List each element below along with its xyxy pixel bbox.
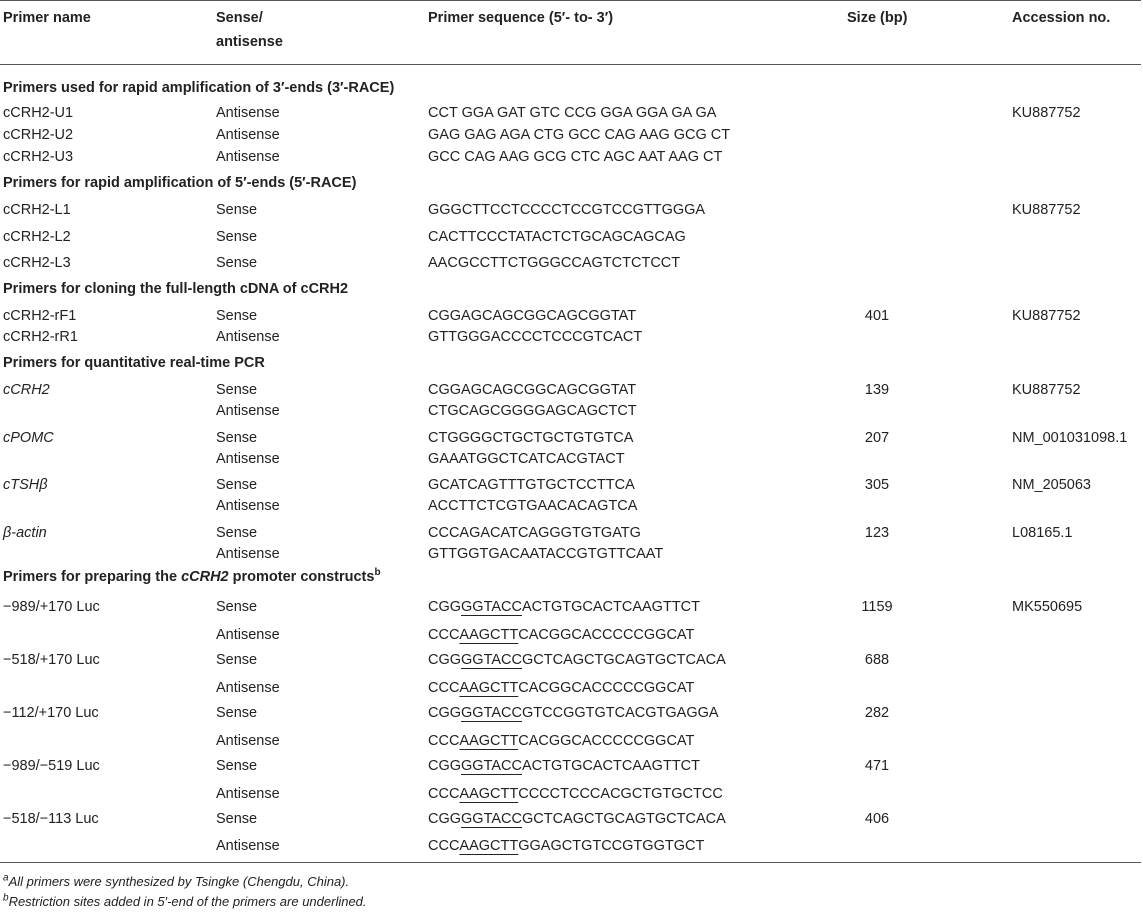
header-rule (0, 64, 1141, 65)
cell-sequence: GTTGGTGACAATACCGTGTTCAAT (428, 546, 664, 562)
cell-sequence: GAG GAG AGA CTG GCC CAG AAG GCG CT (428, 127, 731, 143)
sequence-suffix: CCCCTCCCACGCTGTGCTCC (518, 786, 723, 802)
sequence-suffix: ACTGTGCACTCAAGTTCT (521, 599, 701, 615)
cell-primer-name: cCRH2-L3 (3, 255, 71, 271)
restriction-site: AAGCTT (459, 627, 519, 643)
table-bottom-rule (0, 862, 1141, 863)
cell-accession: KU887752 (1012, 382, 1081, 398)
cell-sequence: ACCTTCTCGTGAACACAGTCA (428, 498, 638, 514)
sequence-suffix: GGAGCTGTCCGTGGTGCT (518, 838, 705, 854)
restriction-site: AAGCTT (459, 733, 519, 749)
cell-size: 139 (864, 382, 890, 398)
footnote-b-text: Restriction sites added in 5′-end of the primers are underlined. (8, 894, 367, 909)
footnote-a-mark: a (3, 872, 9, 884)
cell-sense: Antisense (216, 786, 280, 802)
cell-sense: Sense (216, 811, 258, 827)
restriction-site: AAGCTT (459, 786, 519, 802)
cell-size: 305 (864, 477, 890, 493)
cell-sequence (428, 757, 700, 775)
footnote-ref-b: b (374, 567, 381, 579)
sequence-prefix: CGG (428, 599, 462, 615)
cell-sense: Antisense (216, 838, 280, 854)
cell-accession: NM_205063 (1012, 477, 1091, 493)
cell-size: 207 (864, 430, 890, 446)
section-title-promoter-post: promoter constructs (228, 569, 375, 585)
cell-sense: Antisense (216, 680, 280, 696)
cell-sequence (428, 704, 719, 722)
cell-sense: Sense (216, 202, 258, 218)
cell-sense: Sense (216, 652, 258, 668)
table-top-rule (0, 0, 1141, 1)
cell-primer-name: cCRH2-U1 (3, 105, 74, 121)
cell-primer-name: cCRH2-U2 (3, 127, 74, 143)
cell-size: 282 (864, 705, 890, 721)
cell-primer-name: cCRH2-U3 (3, 149, 74, 165)
cell-sequence (428, 732, 694, 750)
restriction-site: AAGCTT (459, 838, 519, 854)
cell-sense: Antisense (216, 127, 280, 143)
cell-sequence: CGGAGCAGCGGCAGCGGTAT (428, 308, 637, 324)
cell-sense: Sense (216, 308, 258, 324)
section-title-promoter (3, 568, 381, 586)
cell-sequence: GCATCAGTTTGTGCTCCTTCA (428, 477, 635, 493)
footnote-a (3, 874, 349, 889)
cell-sequence (428, 651, 726, 669)
header-sense-line1: Sense/ (216, 10, 263, 26)
sequence-suffix: CACGGCACCCCCGGCAT (518, 680, 695, 696)
cell-sequence (428, 837, 704, 855)
cell-primer-name: cTSHβ (3, 477, 48, 493)
header-size: Size (bp) (847, 10, 908, 26)
cell-primer-name: −518/+170 Luc (3, 652, 100, 668)
sequence-suffix: ACTGTGCACTCAAGTTCT (521, 758, 701, 774)
footnote-a-text: All primers were synthesized by Tsingke (Chengdu, China). (8, 874, 350, 889)
cell-sequence (428, 598, 700, 616)
cell-sequence: CCCAGACATCAGGGTGTGATG (428, 525, 641, 541)
cell-sense: Antisense (216, 498, 280, 514)
cell-sense: Antisense (216, 105, 280, 121)
sequence-prefix: CGG (428, 811, 462, 827)
sequence-prefix: CCC (428, 733, 460, 749)
cell-sequence: GAAATGGCTCATCACGTACT (428, 451, 625, 467)
section-title-qpcr: Primers for quantitative real-time PCR (3, 355, 265, 371)
cell-accession: NM_001031098.1 (1012, 430, 1128, 446)
cell-primer-name: −989/+170 Luc (3, 599, 100, 615)
cell-accession: KU887752 (1012, 105, 1081, 121)
cell-size: 401 (864, 308, 890, 324)
sequence-prefix: CGG (428, 705, 462, 721)
cell-size: 406 (864, 811, 890, 827)
cell-primer-name: cCRH2-rR1 (3, 329, 78, 345)
cell-size: 688 (864, 652, 890, 668)
restriction-site: GGTACC (461, 705, 522, 721)
cell-sequence: CTGGGGCTGCTGCTGTGTCA (428, 430, 634, 446)
cell-primer-name: −989/−519 Luc (3, 758, 100, 774)
cell-sense: Sense (216, 705, 258, 721)
cell-primer-name: β-actin (3, 525, 47, 541)
section-title-5race: Primers for rapid amplification of 5′-ends (5′-RACE) (3, 175, 357, 191)
cell-sense: Antisense (216, 451, 280, 467)
cell-primer-name: −518/−113 Luc (3, 811, 99, 827)
sequence-suffix: CACGGCACCCCCGGCAT (518, 627, 695, 643)
cell-primer-name: cPOMC (3, 430, 54, 446)
cell-sequence: CTGCAGCGGGGAGCAGCTCT (428, 403, 637, 419)
cell-sequence: GCC CAG AAG GCG CTC AGC AAT AAG CT (428, 149, 723, 165)
cell-sense: Sense (216, 255, 258, 271)
cell-sense: Antisense (216, 733, 280, 749)
cell-primer-name: −112/+170 Luc (3, 705, 99, 721)
restriction-site: GGTACC (461, 599, 522, 615)
sequence-suffix: GTCCGGTGTCACGTGAGGA (521, 705, 719, 721)
sequence-prefix: CCC (428, 786, 460, 802)
restriction-site: GGTACC (461, 652, 522, 668)
cell-sequence: AACGCCTTCTGGGCCAGTCTCTCCT (428, 255, 681, 271)
footnote-b (3, 894, 367, 909)
cell-sense: Sense (216, 229, 258, 245)
cell-sense: Sense (216, 430, 258, 446)
cell-sense: Sense (216, 382, 258, 398)
cell-sequence (428, 626, 694, 644)
cell-primer-name: cCRH2-rF1 (3, 308, 77, 324)
header-sequence: Primer sequence (5′- to- 3′) (428, 10, 614, 26)
section-title-promoter-gene: cCRH2 (181, 569, 229, 585)
cell-sense: Antisense (216, 149, 280, 165)
cell-sequence: CGGAGCAGCGGCAGCGGTAT (428, 382, 637, 398)
cell-accession: KU887752 (1012, 202, 1081, 218)
cell-sequence: CCT GGA GAT GTC CCG GGA GGA GA GA (428, 105, 717, 121)
cell-primer-name: cCRH2-L1 (3, 202, 71, 218)
section-title-3race: Primers used for rapid amplification of 3′-ends (3′-RACE) (3, 80, 395, 96)
sequence-prefix: CCC (428, 627, 460, 643)
cell-sense: Sense (216, 758, 258, 774)
sequence-suffix: CACGGCACCCCCGGCAT (518, 733, 695, 749)
header-sense-line2: antisense (216, 34, 283, 50)
restriction-site: AAGCTT (459, 680, 519, 696)
footnote-b-mark: b (3, 892, 9, 904)
cell-sense: Antisense (216, 329, 280, 345)
sequence-suffix: GCTCAGCTGCAGTGCTCACA (521, 811, 726, 827)
cell-sequence (428, 810, 726, 828)
header-primer-name: Primer name (3, 10, 91, 26)
cell-sequence: GTTGGGACCCCTCCCGTCACT (428, 329, 643, 345)
cell-sense: Sense (216, 477, 258, 493)
cell-primer-name: cCRH2 (3, 382, 50, 398)
cell-size: 1159 (861, 599, 893, 615)
cell-sense: Antisense (216, 403, 280, 419)
restriction-site: GGTACC (461, 811, 522, 827)
sequence-suffix: GCTCAGCTGCAGTGCTCACA (521, 652, 726, 668)
cell-sense: Sense (216, 525, 258, 541)
cell-size: 471 (864, 758, 890, 774)
sequence-prefix: CGG (428, 758, 462, 774)
cell-accession: KU887752 (1012, 308, 1081, 324)
sequence-prefix: CCC (428, 838, 460, 854)
cell-sequence: GGGCTTCCTCCCCTCCGTCCGTTGGGA (428, 202, 706, 218)
cell-sense: Antisense (216, 546, 280, 562)
restriction-site: GGTACC (461, 758, 522, 774)
cell-sequence (428, 785, 723, 803)
cell-accession: L08165.1 (1012, 525, 1073, 541)
cell-sequence: CACTTCCCTATACTCTGCAGCAGCAG (428, 229, 686, 245)
cell-sense: Antisense (216, 627, 280, 643)
cell-size: 123 (864, 525, 890, 541)
cell-primer-name: cCRH2-L2 (3, 229, 71, 245)
section-title-promoter-pre: Primers for preparing the (3, 569, 182, 585)
header-accession: Accession no. (1012, 10, 1111, 26)
cell-sense: Sense (216, 599, 258, 615)
cell-accession: MK550695 (1012, 599, 1083, 615)
sequence-prefix: CGG (428, 652, 462, 668)
section-title-cloning: Primers for cloning the full-length cDNA of cCRH2 (3, 281, 349, 297)
cell-sequence (428, 679, 694, 697)
sequence-prefix: CCC (428, 680, 460, 696)
